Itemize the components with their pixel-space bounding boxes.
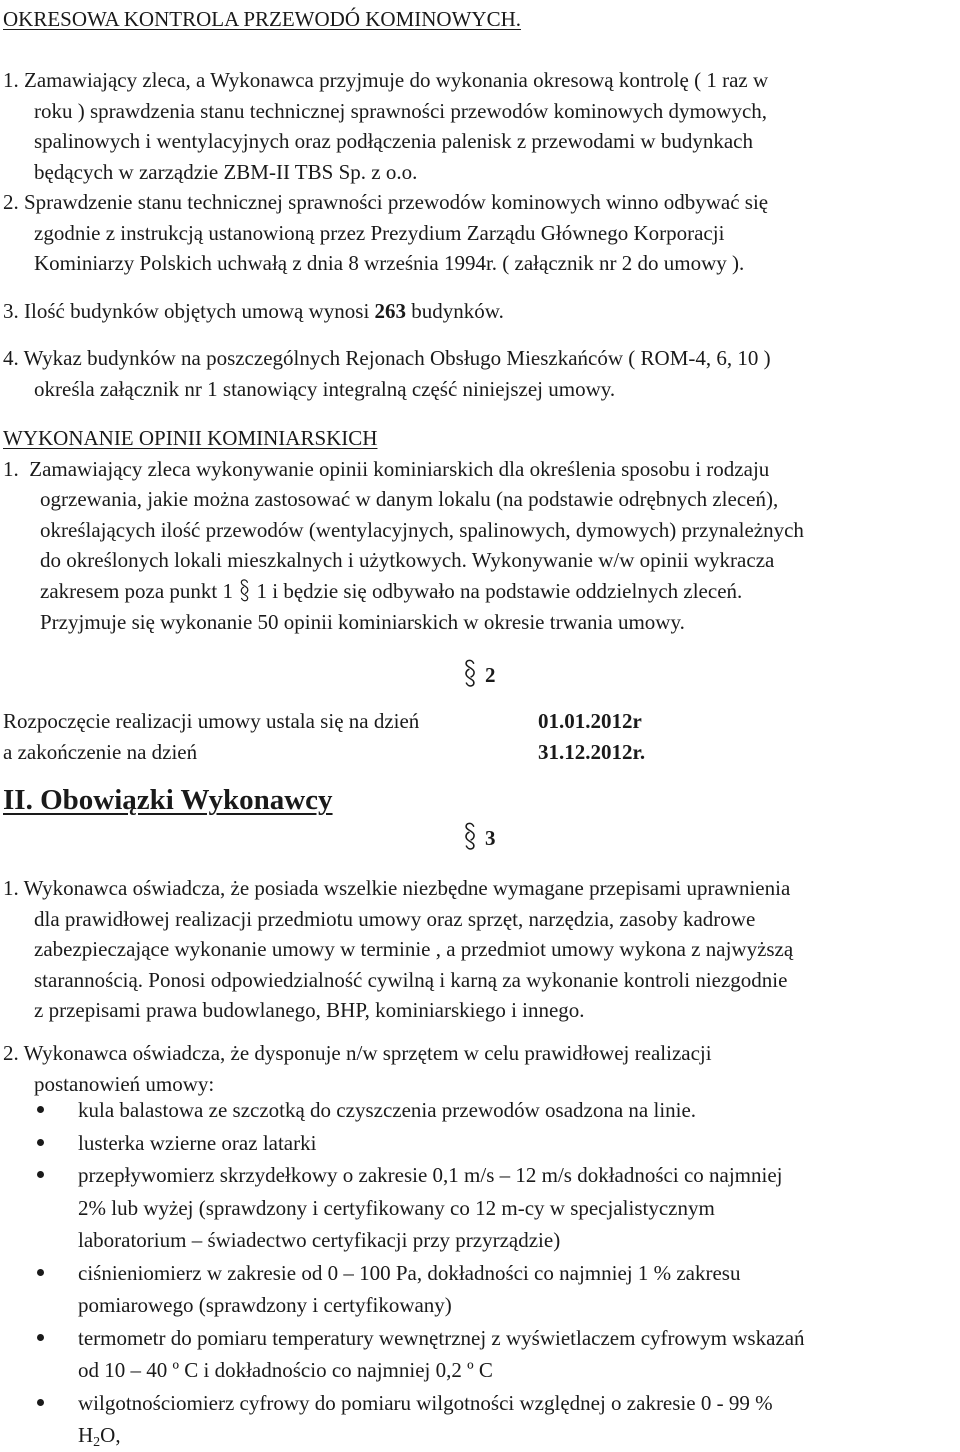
item-line: wilgotnościomierz cyfrowy do pomiaru wilgotności względnej o zakresie 0 - 99 % (78, 1390, 773, 1415)
equipment-item (36, 1159, 958, 1257)
equipment-item (36, 1322, 958, 1387)
bullet-icon (37, 1334, 44, 1341)
formula-h: H (78, 1423, 94, 1447)
item-line: będących w zarządzie ZBM-II TBS Sp. z o.o. (34, 159, 418, 184)
equipment-item (36, 1094, 958, 1127)
section1-item-1 (3, 65, 958, 187)
section-2-title: II. Obowiązki Wykonawcy (3, 784, 333, 816)
bullet-icon (37, 1171, 44, 1178)
item-line: określających ilość przewodów (wentylacyjnych, spalinowych, dymowych) przynależnych (40, 517, 804, 542)
item-line: Wykonawca oświadcza, że posiada wszelkie niezbędne wymagane przepisami uprawnienia (23, 876, 791, 900)
contract-end-label: a zakończenie na dzień (3, 740, 198, 764)
item-line: Przyjmuje się wykonanie 50 opinii kominiarskich w okresie trwania umowy. (40, 609, 685, 634)
item-text: budynków. (406, 299, 504, 323)
opinie-heading: WYKONANIE OPINII KOMINIARSKICH (3, 426, 378, 450)
item-line: Wykonawca oświadcza, że dysponuje n/w sprzętem w celu prawidłowej realizacji (23, 1041, 712, 1065)
contract-start-label: Rozpoczęcie realizacji umowy ustala się na dzień (3, 709, 420, 733)
item-line: ogrzewania, jakie można zastosować w danym lokalu (na podstawie odrębnych zleceń), (40, 487, 779, 512)
item-line: zgodnie z instrukcją ustanowioną przez Prezydium Zarządu Głównego Korporacji (34, 220, 725, 245)
item-line: ciśnieniomierz w zakresie od 0 – 100 Pa, dokładności co najmniej 1 % zakresu (78, 1260, 741, 1285)
section1-item-2 (3, 187, 958, 279)
item-text: 1 i będzie się odbywało na podstawie oddzielnych zleceń. (251, 578, 743, 603)
item-line: dla prawidłowej realizacji przedmiotu umowy oraz sprzęt, narzędzia, zasoby kadrowe (34, 906, 756, 931)
equipment-item (36, 1257, 958, 1322)
item-line: Wykaz budynków na poszczególnych Rejonach Obsługo Mieszkańców ( ROM-4, 6, 10 ) (23, 346, 771, 370)
item-line: lusterka wzierne oraz latarki (78, 1130, 317, 1155)
item-line: termometr do pomiaru temperatury wewnętrznej z wyświetlaczem cyfrowym wskazań (78, 1325, 805, 1350)
equipment-item (36, 1127, 958, 1160)
item-line: Sprawdzenie stanu technicznej sprawności przewodów kominowych winno odbywać się (24, 190, 769, 214)
bullet-icon (37, 1139, 44, 1146)
item-text: zakresem poza punkt 1 (40, 578, 239, 603)
item-line: roku ) sprawdzenia stanu technicznej sprawności przewodów kominowych dymowych, (34, 98, 768, 123)
item-line: zabezpieczające wykonanie umowy w terminie , a przedmiot umowy wykona z najwyższą (34, 937, 794, 962)
item-text: Ilość budynków objętych umową wynosi (24, 299, 375, 323)
item-line: Kominiarzy Polskich uchwałą z dnia 8 września 1994r. ( załącznik nr 2 do umowy ). (34, 251, 745, 276)
item-line: od 10 – 40 º C i dokładnościo co najmniej 0,2 º C (78, 1358, 493, 1382)
bullet-icon (37, 1106, 44, 1113)
item-line: określa załącznik nr 1 stanowiący integralną część niniejszej umowy. (34, 376, 616, 401)
item-number: 4. (3, 346, 19, 370)
item-line: do określonych lokali mieszkalnych i użytkowych. Wykonywanie w/w opinii wykracza (40, 548, 775, 573)
item-line: laboratorium – świadectwo certyfikacji przy przyrządzie) (78, 1228, 561, 1252)
paragraph-3-number: 3 (485, 826, 496, 850)
item-line: Zamawiający zleca wykonywanie opinii kominiarskich dla określenia sposobu i rodzaju (29, 456, 770, 481)
item-number: 1. (3, 456, 19, 481)
item-line: 2% lub wyżej (sprawdzony i certyfikowany co 12 m-cy w specjalistycznym (78, 1195, 715, 1220)
formula-tail: O, (100, 1423, 121, 1447)
section1-item-3 (3, 296, 958, 327)
section1-item-4 (3, 343, 958, 404)
paragraph-2-number: 2 (485, 663, 496, 687)
formula-subscript: 2 (93, 1435, 101, 1450)
item-line: Zamawiający zleca, a Wykonawca przyjmuje do wykonania okresową kontrolę ( 1 raz w (24, 68, 769, 92)
item-line: z przepisami prawa budowlanego, BHP, kominiarskiego i innego. (34, 998, 585, 1023)
contract-start-date: 01.01.2012r (538, 709, 642, 733)
opinie-section (3, 423, 958, 637)
item-number: 1. (3, 876, 19, 900)
obligation-item-1 (3, 873, 958, 1026)
obligation-item-2 (3, 1038, 958, 1099)
bullet-icon (37, 1399, 44, 1406)
item-line: postanowień umowy: (34, 1071, 215, 1096)
item-number: 1. (3, 68, 19, 92)
equipment-item (36, 1387, 958, 1452)
section-sign-icon (462, 656, 478, 692)
item-line: kula balastowa ze szczotką do czyszczenia przewodów osadzona na linie. (78, 1098, 697, 1122)
section-sign-icon (462, 819, 478, 855)
item-line: starannością. Ponosi odpowiedzialność cywilną i karną za wykonanie kontroli niezgodnie (34, 967, 788, 992)
item-number: 3. (3, 299, 19, 323)
item-line: przepływomierz skrzydełkowy o zakresie 0,1 m/s – 12 m/s dokładności co najmniej (78, 1163, 783, 1187)
item-line: spalinowych i wentylacyjnych oraz podłączenia palenisk z przewodami w budynkach (34, 129, 753, 154)
section-sign-icon (238, 578, 251, 604)
equipment-list (36, 1094, 958, 1452)
building-count: 263 (374, 299, 407, 323)
document-heading: OKRESOWA KONTROLA PRZEWODÓ KOMINOWYCH. (3, 7, 521, 31)
item-number: 2. (3, 1041, 19, 1065)
item-line: pomiarowego (sprawdzony i certyfikowany) (78, 1293, 452, 1317)
bullet-icon (37, 1269, 44, 1276)
contract-end-date: 31.12.2012r. (538, 740, 646, 764)
item-number: 2. (3, 190, 19, 214)
